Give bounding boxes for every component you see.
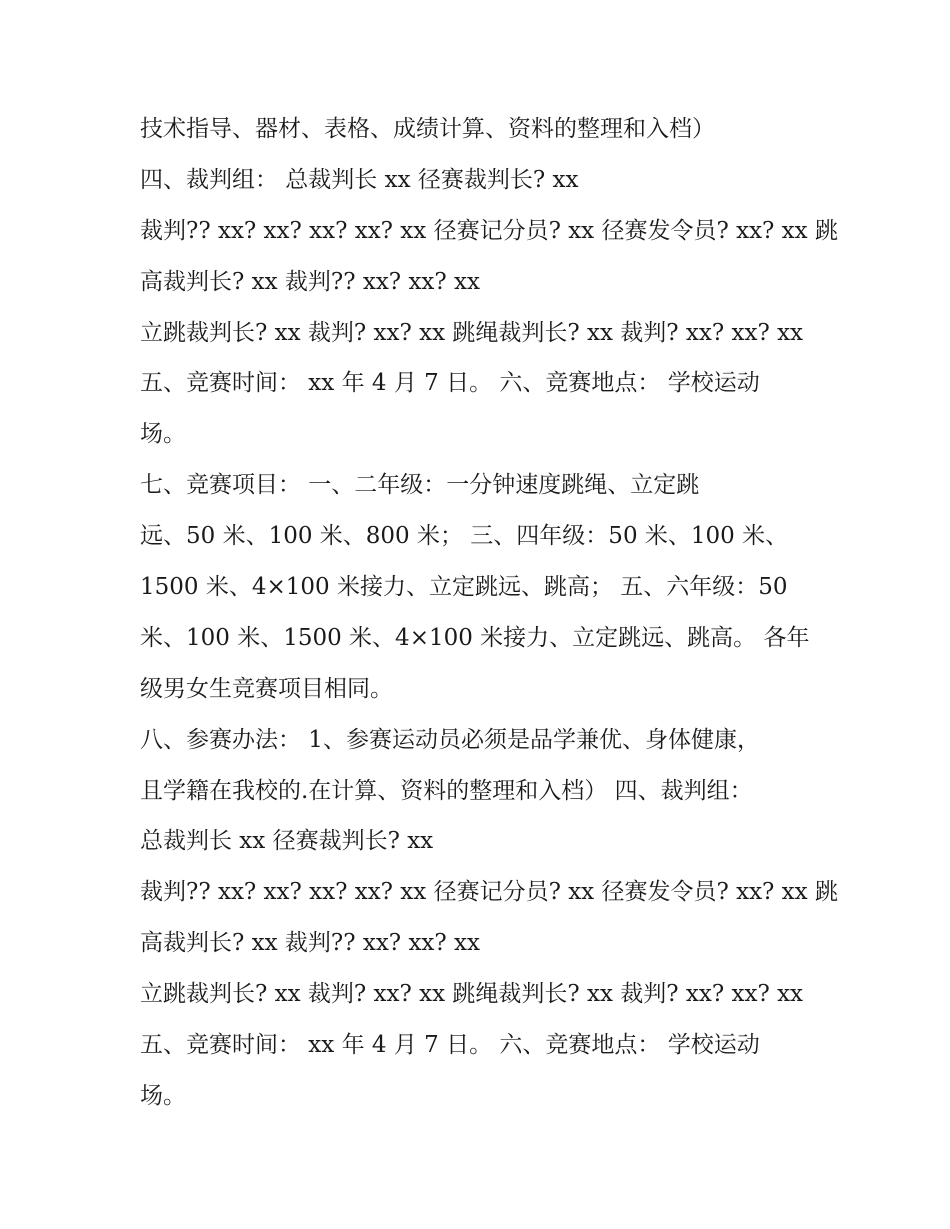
text-line-17: 高裁判长? xx 裁判?? xx? xx? xx [140, 930, 480, 957]
text-line-8: 七、竞赛项目： 一、二年级：一分钟速度跳绳、立定跳 [140, 472, 700, 499]
text-line-12: 级男女生竞赛项目相同。 [140, 675, 393, 702]
text-line-9: 远、50 米、100 米、800 米； 三、四年级：50 米、100 米、 [140, 523, 789, 550]
text-line-14: 且学籍在我校的.在计算、资料的整理和入档） 四、裁判组： [140, 777, 753, 804]
text-line-5: 立跳裁判长? xx 裁判? xx? xx 跳绳裁判长? xx 裁判? xx? xx? xx [140, 319, 804, 346]
text-line-20: 场。 [140, 1082, 186, 1109]
text-line-13: 八、参赛办法： 1、参赛运动员必须是品学兼优、身体健康， [140, 726, 760, 753]
body-text [140, 104, 840, 1122]
text-line-10: 1500 米、4×100 米接力、立定跳远、跳高； 五、六年级：50 [140, 574, 788, 601]
text-line-19: 五、竞赛时间： xx 年 4 月 7 日。 六、竞赛地点： 学校运动 [140, 1032, 760, 1059]
text-line-16: 裁判?? xx? xx? xx? xx? xx 径赛记分员? xx 径赛发令员? xx? xx 跳 [140, 879, 838, 906]
text-line-4: 高裁判长? xx 裁判?? xx? xx? xx [140, 268, 480, 295]
text-line-1: 技术指导、器材、表格、成绩计算、资料的整理和入档） [140, 116, 715, 142]
text-line-2: 四、裁判组： 总裁判长 xx 径赛裁判长? xx [140, 166, 579, 193]
text-line-11: 米、100 米、1500 米、4×100 米接力、立定跳远、跳高。 各年 [140, 624, 810, 651]
text-line-18: 立跳裁判长? xx 裁判? xx? xx 跳绳裁判长? xx 裁判? xx? xx? xx [140, 981, 804, 1008]
text-line-3: 裁判?? xx? xx? xx? xx? xx 径赛记分员? xx 径赛发令员? xx? xx 跳 [140, 217, 838, 244]
text-line-6: 五、竞赛时间： xx 年 4 月 7 日。 六、竞赛地点： 学校运动 [140, 370, 760, 397]
text-line-15: 总裁判长 xx 径赛裁判长? xx [140, 828, 434, 855]
text-line-7: 场。 [140, 421, 186, 448]
